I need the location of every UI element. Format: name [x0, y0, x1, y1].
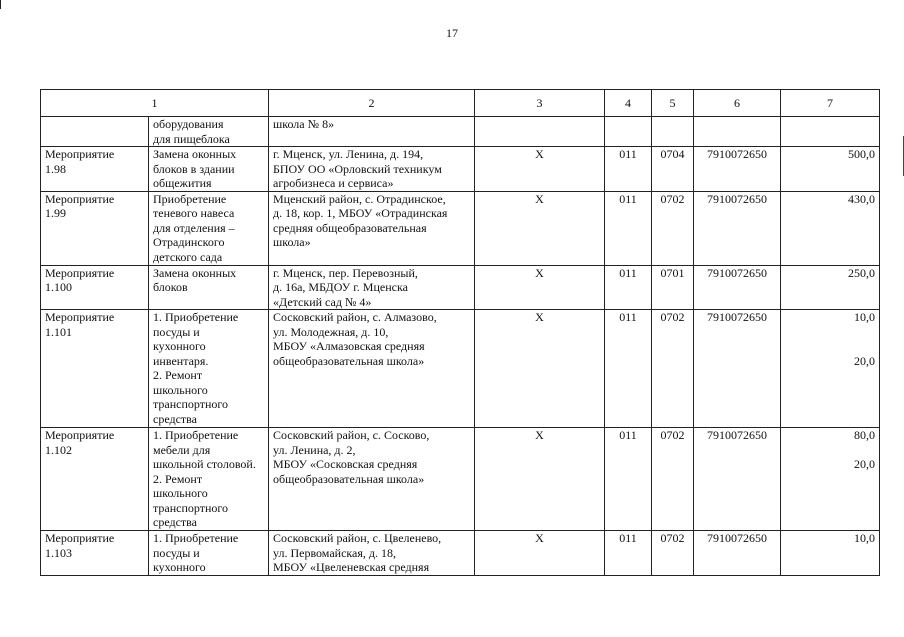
header-cell-7: 7 [781, 90, 880, 117]
amount-spacer [785, 325, 875, 354]
event-id-cell: Мероприятие 1.100 [41, 265, 149, 310]
header-cell-3: 3 [475, 90, 605, 117]
budget-table [40, 89, 880, 576]
event-id-cell: Мероприятие 1.101 [41, 310, 149, 428]
header-cell-4: 4 [605, 90, 652, 117]
col5-cell: 0702 [652, 310, 694, 428]
col5-cell: 0702 [652, 191, 694, 265]
continuation-col5-cell [652, 117, 694, 147]
amount-cell [781, 147, 880, 192]
event-id-cell: Мероприятие 1.98 [41, 147, 149, 192]
continuation-col3-cell [475, 117, 605, 147]
col5-cell: 0702 [652, 428, 694, 531]
amount-value: 80,0 [854, 428, 875, 442]
scan-corner-mark [0, 0, 1, 9]
activity-cell: 1. Приобретение посуды и кухонного инвентаря. 2. Ремонт школьного транспортного средства [149, 310, 269, 428]
location-cell: Сосковский район, с. Сосково, ул. Ленина, д. 2, МБОУ «Сосковская средняя общеобразовательная школа» [269, 428, 475, 531]
activity-cell: Приобретение теневого навеса для отделения – Отрадинского детского сада [149, 191, 269, 265]
col4-cell: 011 [605, 531, 652, 576]
continuation-location-cell: школа № 8» [269, 117, 475, 147]
location-cell: Мценский район, с. Отрадинское, д. 18, кор. 1, МБОУ «Отрадинская средняя общеобразовательная школа» [269, 191, 475, 265]
col6-cell: 7910072650 [694, 531, 781, 576]
amount-cell [781, 265, 880, 310]
location-cell: Сосковский район, с. Алмазово, ул. Молодежная, д. 10, МБОУ «Алмазовская средняя общеобразовательная школа» [269, 310, 475, 428]
table-row [41, 147, 880, 192]
col3-cell: Х [475, 265, 605, 310]
table-row [41, 531, 880, 576]
page-number: 17 [446, 26, 458, 40]
amount-cell [781, 428, 880, 531]
col3-cell: Х [475, 191, 605, 265]
location-cell: г. Мценск, пер. Перевозный, д. 16а, МБДОУ г. Мценска «Детский сад № 4» [269, 265, 475, 310]
continuation-row [41, 117, 880, 147]
col4-cell: 011 [605, 191, 652, 265]
location-cell: г. Мценск, ул. Ленина, д. 194, БПОУ ОО «Орловский техникум агробизнеса и сервиса» [269, 147, 475, 192]
col3-cell: Х [475, 310, 605, 428]
header-cell-2: 2 [269, 90, 475, 117]
col4-cell: 011 [605, 265, 652, 310]
location-cell: Сосковский район, с. Цвеленево, ул. Первомайская, д. 18, МБОУ «Цвеленевская средняя [269, 531, 475, 576]
col3-cell: Х [475, 147, 605, 192]
activity-cell: Замена оконных блоков [149, 265, 269, 310]
table-row [41, 428, 880, 531]
col5-cell: 0702 [652, 531, 694, 576]
amount-spacer [785, 443, 875, 457]
amount-value: 20,0 [854, 353, 875, 368]
col6-cell: 7910072650 [694, 191, 781, 265]
continuation-col6-cell [694, 117, 781, 147]
event-id-cell: Мероприятие 1.102 [41, 428, 149, 531]
amount-value: 250,0 [848, 265, 875, 280]
continuation-amount-cell [781, 117, 880, 147]
event-id-cell: Мероприятие 1.103 [41, 531, 149, 576]
amount-value: 10,0 [854, 531, 875, 545]
table-row [41, 265, 880, 310]
col6-cell: 7910072650 [694, 428, 781, 531]
continuation-activity-cell: оборудования для пищеблока [149, 117, 269, 147]
amount-cell [781, 531, 880, 576]
col4-cell: 011 [605, 310, 652, 428]
col4-cell: 011 [605, 147, 652, 192]
table-row [41, 191, 880, 265]
activity-cell: 1. Приобретение мебели для школьной столовой. 2. Ремонт школьного транспортного средства [149, 428, 269, 531]
col3-cell: Х [475, 428, 605, 531]
col5-cell: 0701 [652, 265, 694, 310]
col6-cell: 7910072650 [694, 265, 781, 310]
amount-value: 500,0 [848, 147, 875, 161]
col3-cell: Х [475, 531, 605, 576]
table-row [41, 310, 880, 428]
amount-cell [781, 191, 880, 265]
amount-value: 20,0 [854, 456, 875, 471]
event-id-cell: Мероприятие 1.99 [41, 191, 149, 265]
activity-cell: Замена оконных блоков в здании общежития [149, 147, 269, 192]
col5-cell: 0704 [652, 147, 694, 192]
header-cell-5: 5 [652, 90, 694, 117]
col4-cell: 011 [605, 428, 652, 531]
col6-cell: 7910072650 [694, 310, 781, 428]
continuation-col4-cell [605, 117, 652, 147]
col6-cell: 7910072650 [694, 147, 781, 192]
continuation-id-cell [41, 117, 149, 147]
header-cell-1: 1 [41, 90, 269, 117]
amount-value: 430,0 [848, 191, 875, 206]
header-cell-6: 6 [694, 90, 781, 117]
activity-cell: 1. Приобретение посуды и кухонного [149, 531, 269, 576]
table-header-row [41, 90, 880, 117]
amount-cell [781, 310, 880, 428]
amount-value: 10,0 [854, 310, 875, 324]
